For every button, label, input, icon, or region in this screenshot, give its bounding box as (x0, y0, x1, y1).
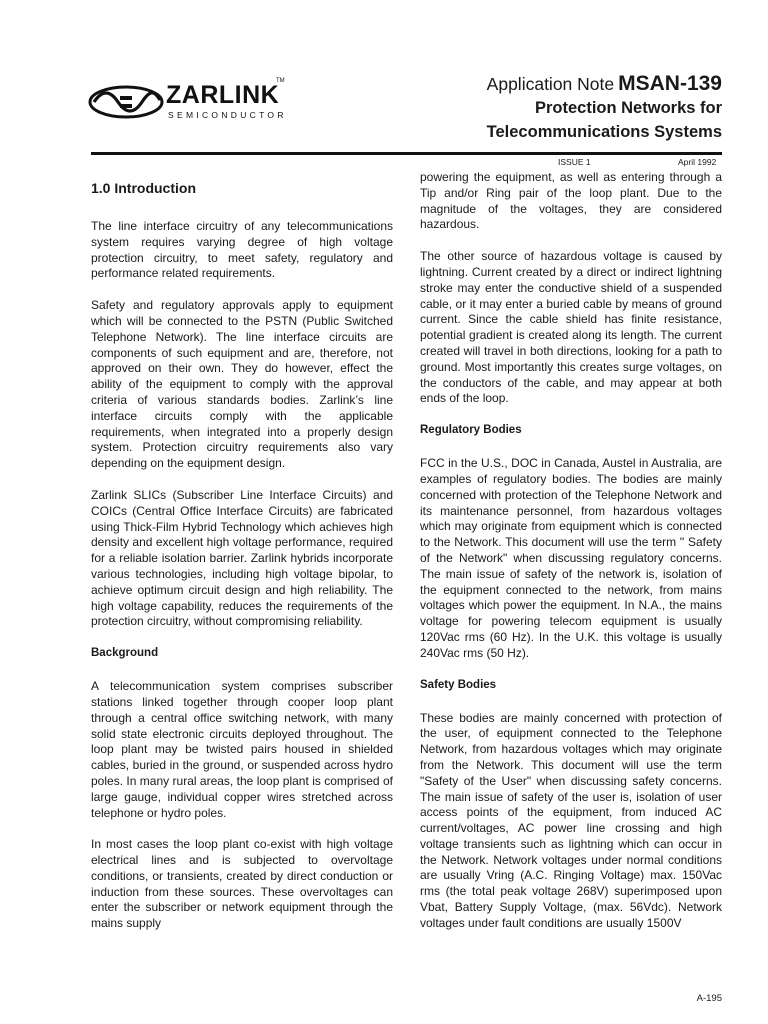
zarlink-emblem-icon (88, 84, 164, 120)
application-note-line (487, 72, 722, 96)
page-number: A-195 (696, 993, 722, 1004)
paragraph: Zarlink SLICs (Subscriber Line Interface Circuits) and COICs (Central Office Interface Circuits) are fabricated using Thick-Film Hybrid Technology which achieves high density and excellent high voltage performance, required for a reliable isolation barrier. Zarlink hybrids incorporate various technologies, including high voltage bipolar, to achieve optimum circuit design and high reliability. The high voltage capability, reduces the requirements of the protection circuitry, without compromising reliability. (91, 487, 393, 629)
paragraph: The other source of hazardous voltage is caused by lightning. Current created by a direct or indirect lightning stroke may enter the conductive shield of a suspended cable, or it may enter a buried cable by means of ground current. Since the cable shield has finite resistance, potential gradient is created along its length. The current created will travel in both directions, looking for a path to ground. Most importantly this creates surge voltages, on the conductors of the cable, and may appear at both ends of the loop. (420, 249, 722, 406)
subheading-regulatory-bodies: Regulatory Bodies (420, 424, 522, 437)
logo-subtitle: SEMICONDUCTOR (168, 110, 287, 120)
subheading-safety-bodies: Safety Bodies (420, 678, 497, 691)
paragraph: FCC in the U.S., DOC in Canada, Austel in Australia, are examples of regulatory bodies. The bodies are mainly concerned with protection of the Telephone Network and its maintenance personnel, from hazardous voltages which may originate from equipment which is connected to the Network. This document will use the term " Safety of the Network" when discussing regulatory concerns. The main issue of safety of the network is, isolation of the equipment connected to the network, from mains voltages which power the equipment. In N.A., the mains voltage for powering telecom equipment is usually 120Vac rms (60 Hz). In the U.K. this voltage is usually 240Vac rms (50 Hz). (420, 456, 722, 660)
zarlink-logo (88, 80, 288, 124)
paragraph: Safety and regulatory approvals apply to equipment which will be connected to the PSTN (Public Switched Telephone Network). The line interface circuits are components of such equipment and are, therefore, not approved on their own. They do however, effect the ability of the equipment to comply with the approval criteria of various standards bodies. Zarlink’s line interface circuits comply with the applicable requirements, when integrated into a properly design system. Protection circuitry requirements also vary depending on the equipment design. (91, 298, 393, 471)
doc-number: MSAN-139 (618, 72, 722, 95)
logo-trademark: TM (276, 78, 285, 84)
left-column (91, 170, 393, 948)
doc-title-line2: Telecommunications Systems (486, 123, 722, 141)
document-header (487, 72, 722, 144)
section-heading-introduction: 1.0 Introduction (91, 180, 196, 196)
logo-wordmark: ZARLINK (166, 81, 280, 109)
paragraph: A telecommunication system comprises subscriber stations linked together through cooper loop plant through a central office switching network, with many solid state electronic circuits deployed throughout. The loop plant may be twisted pairs housed in shielded cables, buried in the ground, or suspended across hydro poles. In many rural areas, the loop plant is comprised of large gauge, individual copper wires stretched across telephone or hydro poles. (91, 679, 393, 820)
header-rule (91, 152, 722, 155)
paragraph: The line interface circuitry of any telecommunications system requires varying degree of high voltage protection circuitry, to meet safety, regulatory and performance related requirements. (91, 219, 393, 281)
app-note-label: Application Note (486, 74, 615, 94)
issue-label: ISSUE 1 (558, 157, 591, 167)
doc-title-line1: Protection Networks for (534, 99, 722, 117)
issue-date: April 1992 (678, 157, 717, 167)
paragraph: In most cases the loop plant co-exist with high voltage electrical lines and is subjected to overvoltage conditions, or transients, created by direct conduction or induction from these sources. These overvoltages can enter the subscriber or network equipment through the mains supply (91, 837, 393, 931)
subheading-background: Background (91, 647, 159, 660)
paragraph: These bodies are mainly concerned with protection of the user, of equipment connected to the Telephone Network, from hazardous voltages which may originate from the Network. This document will use the term "Safety of the User" when discussing safety concerns. The main issue of safety of the user is, isolation of user access points of the equipment, from induced AC current/voltages, AC power line crossing and high voltage transients such as lightning which can occur in the Network. Network voltages under normal conditions are usually Vring (A.C. Ringing Voltage) max. 150Vac rms (the total peak voltage 268V) superimposed upon Vbat, Battery Supply Voltage, (max. 56Vdc). Network voltages under fault conditions are usually 1500V (420, 710, 722, 930)
right-column (420, 170, 722, 948)
paragraph: powering the equipment, as well as entering through a Tip and/or Ring pair of the loop plant. Due to the magnitude of the voltages, they are considered hazardous. (420, 170, 722, 232)
